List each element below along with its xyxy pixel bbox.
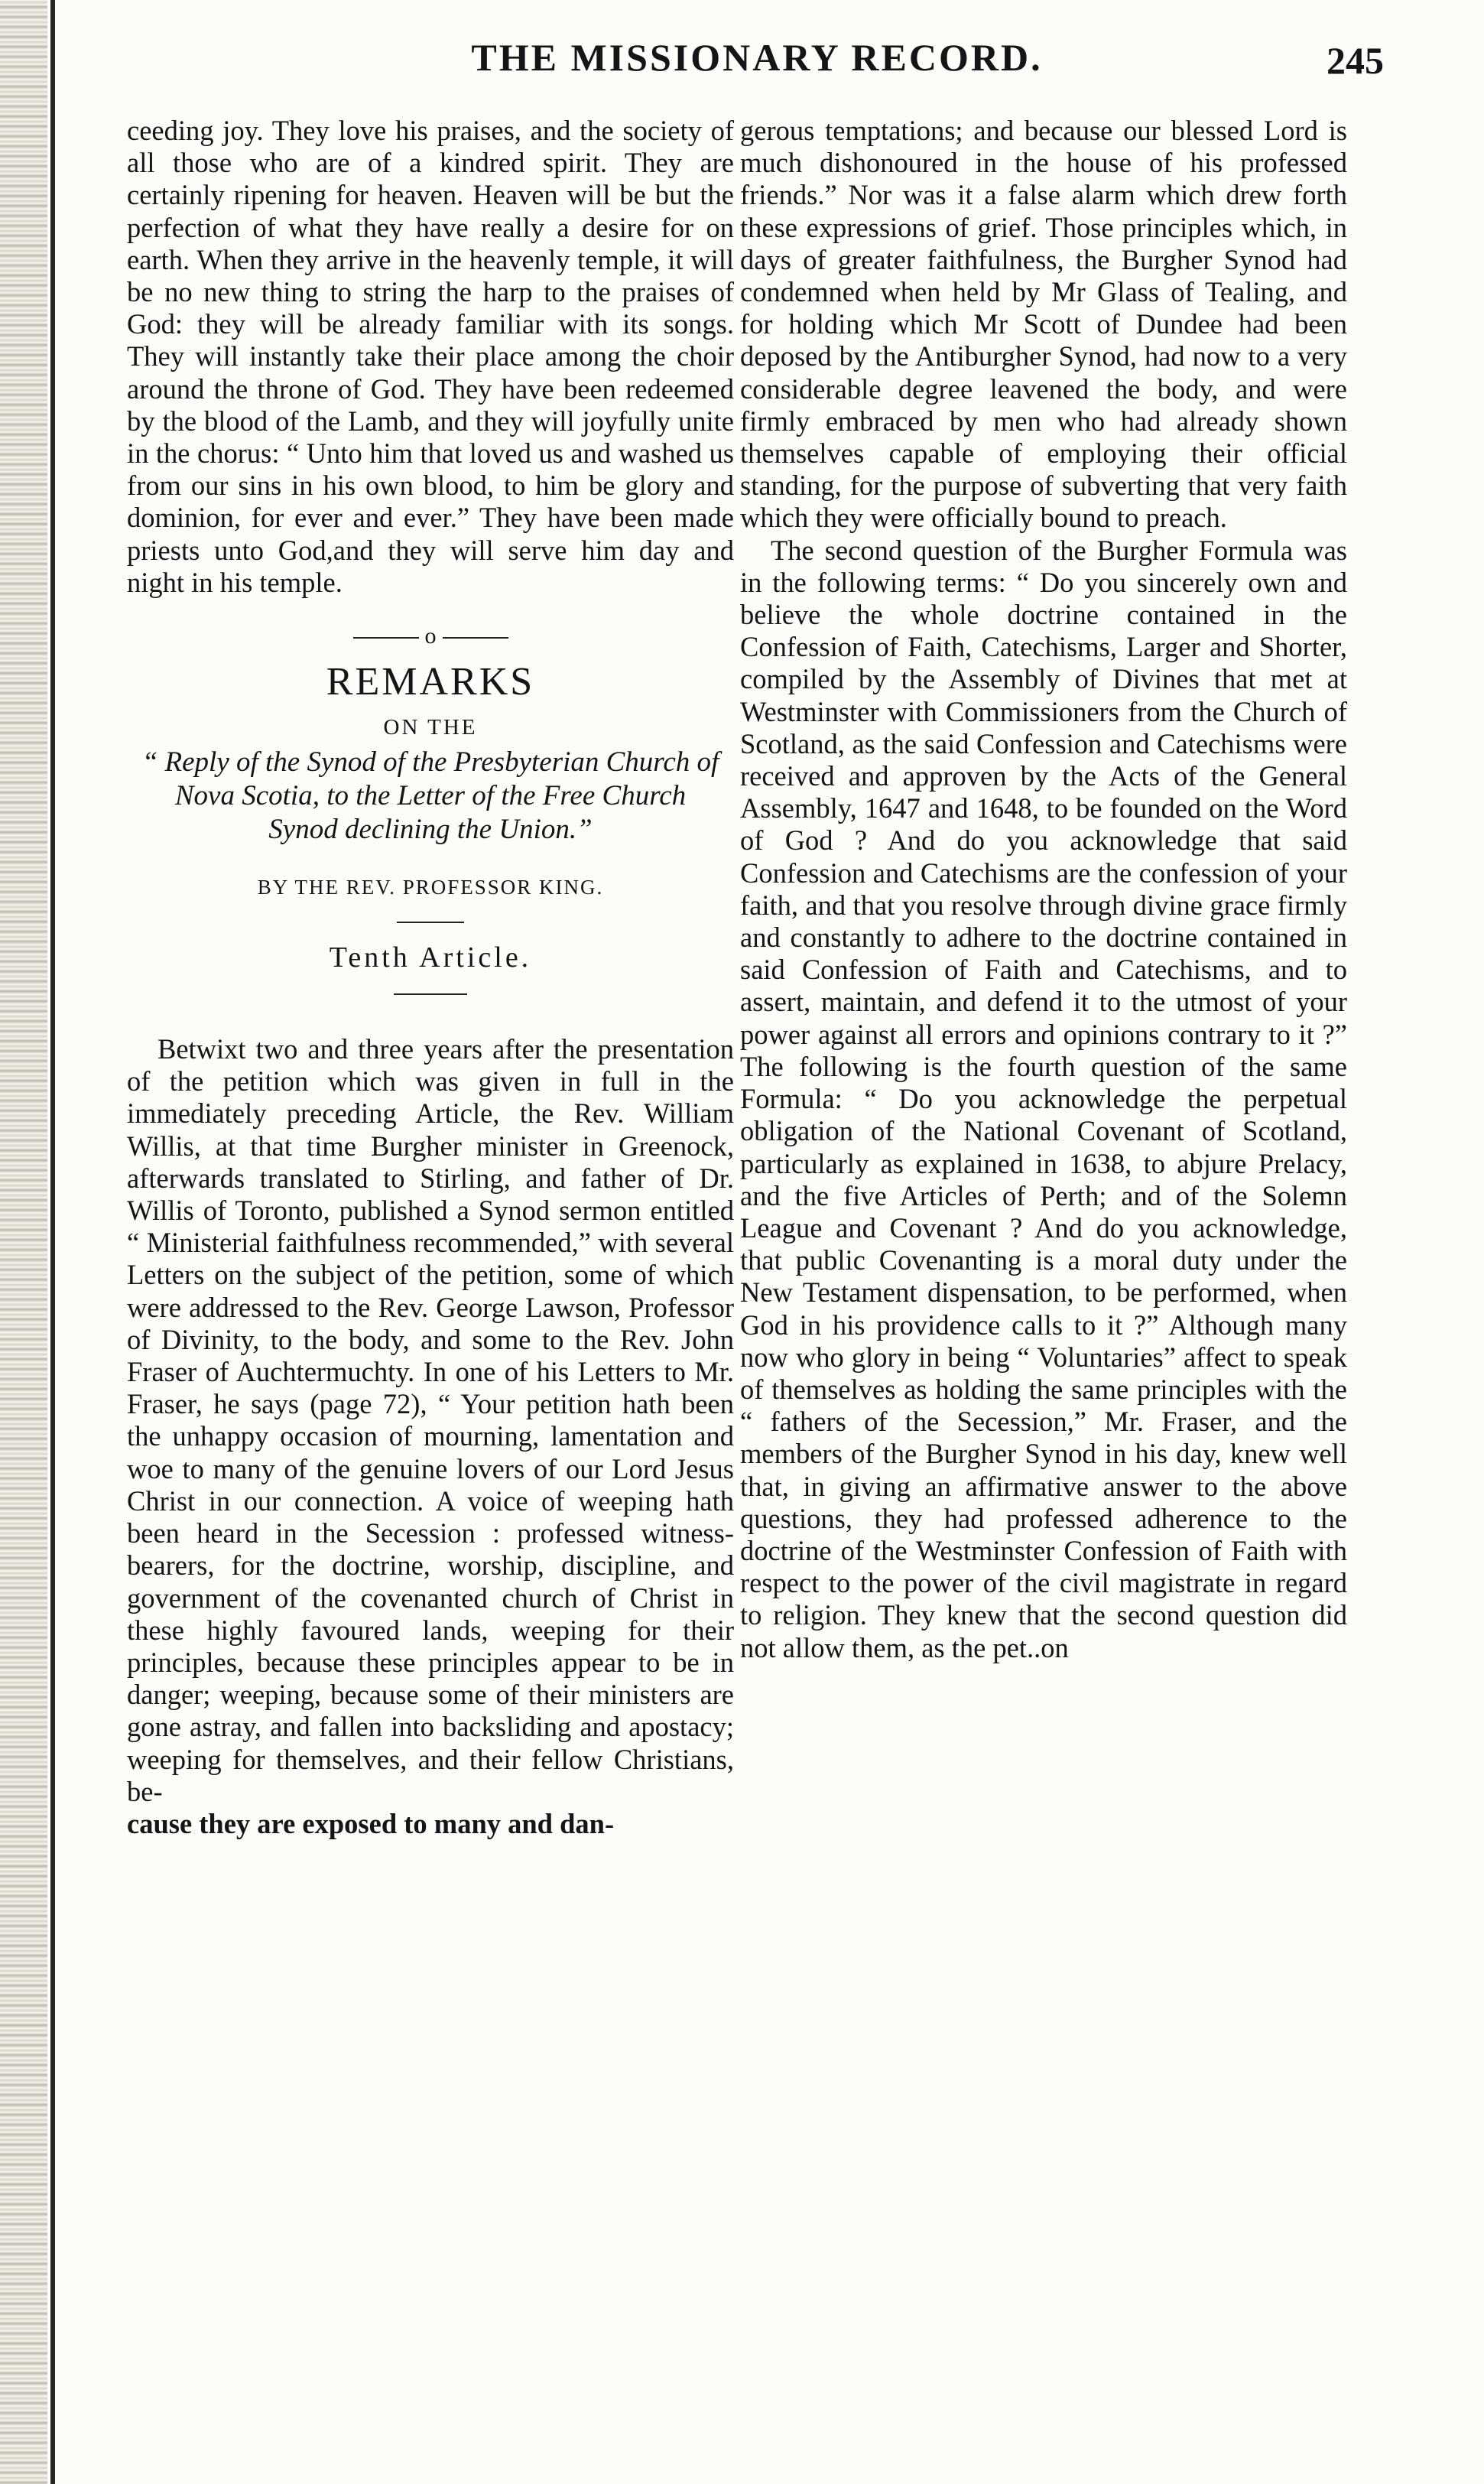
article-byline: BY THE REV. PROFESSOR KING. [257, 876, 604, 899]
left-column [127, 115, 734, 1840]
article-body-last-line: cause they are exposed to many and dan- [127, 1807, 615, 1839]
continued-paragraph: ceeding joy. They love his praises, and the society of all those who are of a kindred spirit. They are certainly ripening for heaven. Heaven will be but the perfection of what they have really a desire for on earth. When they arrive in the heavenly temple, it will be no new thing to string the harp to the praises of God: they will be already familiar with its songs. They will instantly take their place among the choir around the throne of God. They have been redeemed by the blood of the Lamb, and they will joyfully unite in the chorus: “ Unto him that loved us and washed us from our sins in his own blood, to him be glory and dominion, for ever and ever.” They have been made priests unto God,and they will serve him day and night in his temple. [127, 115, 734, 598]
article-title: REMARKS [326, 660, 535, 704]
article-body-paragraph: Betwixt two and three years after the presentation of the petition which was given in full in the immediately preceding Article, the Rev. William Willis, at that time Burgher minister in Greenock, afterwards translated to Stirling, and father of Dr. Willis of Toronto, published a Synod sermon entitled “ Ministerial faithfulness recommended,” with several Letters on the subject of the petition, some of which were addressed to the Rev. George Lawson, Professor of Divinity, to the body, and some to the Rev. John Fraser of Auchtermuchty. In one of his Letters to Mr. Fraser, he says (page 72), “ Your petition hath been the unhappy occasion of mourning, lamentation and woe to many of the genuine lovers of our Lord Jesus Christ in our connection. A voice of weeping hath been heard in the Secession : professed witness-bearers, for the doctrine, worship, discipline, and government of the covenanted church of Christ in these highly favoured lands, weeping for their principles, because these principles appear to be in danger; weeping, because some of their ministers are gone astray, and fallen into backsliding and apostacy; weeping for themselves, and their fellow Christians, be- [127, 1033, 734, 1807]
page-binding-edge [0, 0, 47, 2484]
page-header [130, 35, 1384, 96]
binding-rule [50, 0, 55, 2484]
byline-rule [397, 922, 464, 923]
article-subtitle: “ Reply of the Synod of the Presbyterian Church of Nova Scotia, to the Letter of the Free Church Synod declining the Union.” [141, 746, 719, 846]
right-column [740, 115, 1347, 1664]
article-heading: Tenth Article. [127, 940, 734, 995]
right-paragraph-1: gerous temptations; and because our blessed Lord is much dishonoured in the house of his professed friends.” Nor was it a false alarm which drew forth these expressions of grief. Those principles which, in days of greater faithfulness, the Burgher Synod had condemned when held by Mr Glass of Tealing, and for holding which Mr Scott of Dundee had been deposed by the Antiburgher Synod, had now to a very considerable degree leavened the body, and were firmly embraced by men who had already shown themselves capable of employing their official standing, for the purpose of subverting that very faith which they were officially bound to preach. [740, 115, 1347, 534]
page-number: 245 [1327, 39, 1384, 82]
right-paragraph-2: The second question of the Burgher Formula was in the following terms: “ Do you sincerely own and believe the whole doctrine contained in the Confession of Faith, Catechisms, Larger and Shorter, compiled by the Assembly of Divines that met at Westminster with Commissioners from the Church of Scotland, as the said Confession and Catechisms were received and approven by the Acts of the General Assembly, 1647 and 1648, to be founded on the Word of God ? And do you acknowledge that said Confession and Catechisms are the confession of your faith, and that you resolve through divine grace firmly and constantly to adhere to the doctrine contained in said Confession of Faith and Catechisms, and to assert, maintain, and defend it to the utmost of your power against all errors and opinions contrary to it ?” The following is the fourth question of the same Formula: “ Do you acknowledge the perpetual obligation of the National Covenant of Scotland, particularly as explained in 1638, to abjure Prelacy, and the five Articles of Perth; and of the Solemn League and Covenant ? And do you acknowledge, that public Covenanting is a moral duty under the New Testament dispensation, to be performed, when God in his providence calls to it ?” Although many now who glory in being “ Voluntaries” affect to speak of themselves as holding the same principles with the “ fathers of the Secession,” Mr. Fraser, and the members of the Burgher Synod in his day, knew well that, in giving an affirmative answer to the above questions, they had professed adherence to the doctrine of the Westminster Confession of Faith with respect to the power of the civil magistrate in regard to religion. They knew that the second question did not allow them, as the pet..on [740, 534, 1347, 1663]
section-divider: o [127, 625, 734, 648]
article-title-on-the: ON THE [383, 715, 478, 740]
running-head: THE MISSIONARY RECORD. [471, 36, 1043, 79]
